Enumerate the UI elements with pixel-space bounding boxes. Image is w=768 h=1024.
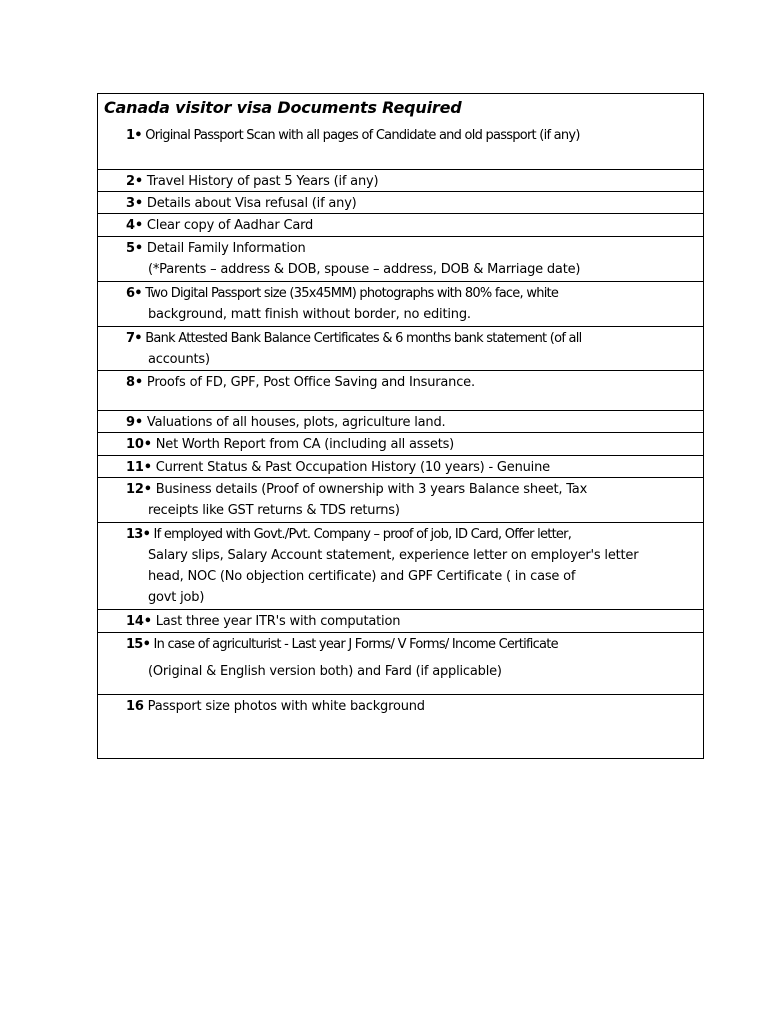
item-label: Business details (Proof of ownership with 3 years Balance sheet, Tax — [155, 482, 588, 497]
item-number: 1• — [126, 128, 142, 143]
item-label: Passport size photos with white background — [147, 699, 425, 714]
item-text — [126, 215, 697, 236]
table-title-row — [98, 94, 703, 124]
item-label: Proofs of FD, GPF, Post Office Saving and Insurance. — [146, 375, 475, 390]
item-text-continued: receipts like GST returns & TDS returns) — [148, 503, 400, 518]
list-item — [98, 236, 703, 281]
item-label: Detail Family Information — [146, 241, 306, 256]
item-number: 9• — [126, 415, 143, 430]
item-label: Original Passport Scan with all pages of Candidate and old passport (if any) — [145, 128, 580, 143]
item-text — [126, 171, 697, 192]
item-text — [126, 328, 697, 349]
item-text — [126, 634, 697, 655]
item-number: 2• — [126, 174, 143, 189]
document-title: Canada visitor visa Documents Required — [104, 98, 462, 117]
list-item — [98, 694, 703, 758]
item-number: 4• — [126, 218, 143, 233]
item-text-continued: (*Parents – address & DOB, spouse – address, DOB & Marriage date) — [148, 262, 581, 277]
item-number: 14• — [126, 614, 152, 629]
list-item — [98, 191, 703, 213]
documents-table — [97, 93, 704, 759]
item-number: 10• — [126, 437, 152, 452]
item-text — [126, 283, 697, 304]
list-item — [98, 213, 703, 236]
item-text — [126, 434, 697, 455]
item-text-continued: (Original & English version both) and Fard (if applicable) — [148, 664, 502, 679]
list-item — [98, 432, 703, 455]
item-label: Last three year ITR's with computation — [155, 614, 401, 629]
item-label: Travel History of past 5 Years (if any) — [146, 174, 379, 189]
item-number: 3• — [126, 196, 143, 211]
item-label: Clear copy of Aadhar Card — [146, 218, 314, 233]
item-text — [126, 412, 697, 433]
item-label: Net Worth Report from CA (including all assets) — [155, 437, 455, 452]
list-item — [98, 281, 703, 326]
item-label: If employed with Govt./Pvt. Company – proof of job, ID Card, Offer letter, — [153, 527, 572, 542]
item-number: 5• — [126, 241, 143, 256]
item-label: In case of agriculturist - Last year J Forms/ V Forms/ Income Certificate — [153, 637, 558, 652]
item-text — [126, 696, 697, 717]
list-item — [98, 522, 703, 609]
item-number: 15• — [126, 637, 151, 652]
item-label: Two Digital Passport size (35x45MM) photographs with 80% face, white — [145, 286, 559, 301]
item-text-continued: Salary slips, Salary Account statement, experience letter on employer's letter — [148, 548, 639, 563]
item-label: Valuations of all houses, plots, agriculture land. — [146, 415, 446, 430]
item-number: 13• — [126, 527, 151, 542]
item-label: Current Status & Past Occupation History (10 years) - Genuine — [155, 460, 550, 475]
item-text — [126, 193, 697, 214]
item-number: 16 — [126, 699, 144, 714]
list-item — [98, 326, 703, 370]
item-text-continued: govt job) — [148, 590, 205, 605]
item-text-continued: head, NOC (No objection certificate) and GPF Certificate ( in case of — [148, 569, 576, 584]
items-list — [98, 124, 703, 758]
list-item — [98, 410, 703, 432]
item-number: 12• — [126, 482, 152, 497]
item-text — [126, 125, 697, 146]
item-number: 11• — [126, 460, 152, 475]
item-text — [126, 611, 697, 632]
item-text — [126, 457, 697, 478]
item-text — [126, 524, 697, 545]
item-text-continued: accounts) — [148, 352, 210, 367]
item-text-continued: background, matt finish without border, no editing. — [148, 307, 471, 322]
list-item — [98, 477, 703, 522]
item-number: 7• — [126, 331, 142, 346]
item-text — [126, 479, 697, 500]
item-number: 6• — [126, 286, 142, 301]
item-text — [126, 238, 697, 259]
item-label: Details about Visa refusal (if any) — [146, 196, 357, 211]
list-item — [98, 370, 703, 410]
list-item — [98, 632, 703, 694]
list-item — [98, 124, 703, 169]
item-label: Bank Attested Bank Balance Certificates & 6 months bank statement (of all — [145, 331, 582, 346]
list-item — [98, 609, 703, 632]
list-item — [98, 169, 703, 191]
item-number: 8• — [126, 375, 143, 390]
item-text — [126, 372, 697, 393]
list-item — [98, 455, 703, 477]
